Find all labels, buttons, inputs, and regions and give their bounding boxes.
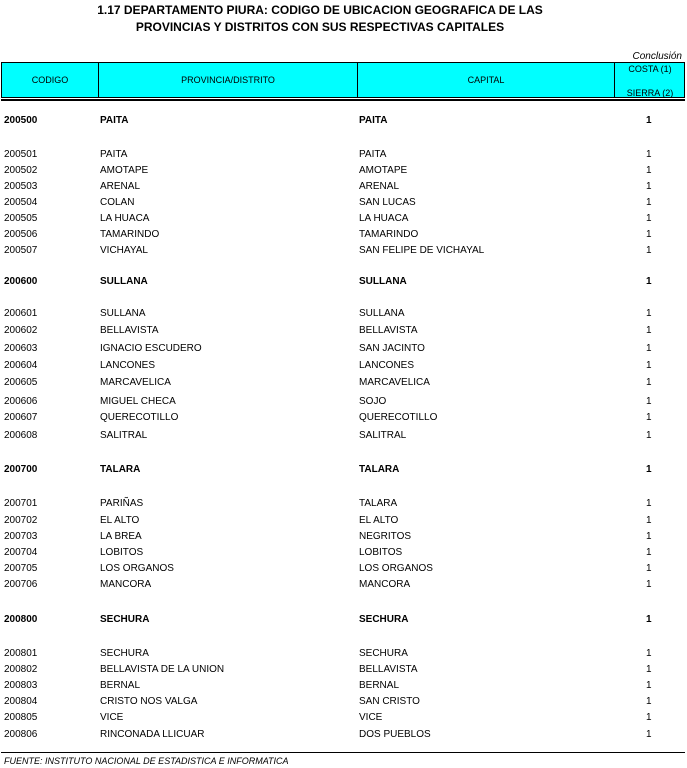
code-cell: 200500	[4, 115, 38, 126]
name-cell: MIGUEL CHECA	[100, 396, 176, 407]
table-title-line-1: 1.17 DEPARTAMENTO PIURA: CODIGO DE UBICACION GEOGRAFICA DE LAS	[97, 3, 543, 17]
capital-cell: SALITRAL	[359, 430, 407, 441]
region-cell: 1	[646, 680, 652, 691]
code-cell: 200700	[4, 464, 38, 475]
capital-cell: SAN LUCAS	[359, 197, 416, 208]
header-divider	[1, 99, 685, 101]
code-cell: 200803	[4, 680, 38, 691]
capital-cell: SOJO	[359, 396, 387, 407]
region-cell: 1	[646, 563, 652, 574]
code-cell: 200603	[4, 343, 38, 354]
district-row	[0, 579, 687, 593]
region-cell: 1	[646, 229, 652, 240]
source-footer: FUENTE: INSTITUTO NACIONAL DE ESTADISTICA E INFORMATICA	[4, 756, 289, 766]
name-cell: COLAN	[100, 197, 135, 208]
code-cell: 200704	[4, 547, 38, 558]
code-cell: 200502	[4, 165, 38, 176]
code-cell: 200600	[4, 276, 38, 287]
region-cell: 1	[646, 412, 652, 423]
capital-cell: QUERECOTILLO	[359, 412, 438, 423]
header-codigo: CODIGO	[2, 63, 99, 97]
region-cell: 1	[646, 115, 652, 126]
code-cell: 200607	[4, 412, 38, 423]
capital-cell: VICE	[359, 712, 383, 723]
capital-cell: ARENAL	[359, 181, 400, 192]
capital-cell: LANCONES	[359, 360, 415, 371]
code-cell: 200705	[4, 563, 38, 574]
province-row	[0, 464, 687, 478]
name-cell: VICE	[100, 712, 124, 723]
code-cell: 200701	[4, 498, 38, 509]
code-cell: 200801	[4, 648, 38, 659]
code-cell: 200602	[4, 325, 38, 336]
region-cell: 1	[646, 149, 652, 160]
district-row	[0, 498, 687, 512]
capital-cell: PAITA	[359, 149, 387, 160]
capital-cell: SECHURA	[359, 614, 409, 625]
name-cell: SULLANA	[100, 276, 148, 287]
region-cell: 1	[646, 515, 652, 526]
name-cell: MARCAVELICA	[100, 377, 171, 388]
capital-cell: TAMARINDO	[359, 229, 419, 240]
capital-cell: SULLANA	[359, 308, 405, 319]
name-cell: QUERECOTILLO	[100, 412, 179, 423]
code-cell: 200806	[4, 729, 38, 740]
region-cell: 1	[646, 498, 652, 509]
district-row	[0, 181, 687, 195]
table-title-line-2: PROVINCIAS Y DISTRITOS CON SUS RESPECTIVAS CAPITALES	[135, 20, 505, 34]
capital-cell: EL ALTO	[359, 515, 399, 526]
name-cell: ARENAL	[100, 181, 141, 192]
name-cell: SECHURA	[100, 614, 150, 625]
name-cell: TALARA	[100, 464, 141, 475]
district-row	[0, 412, 687, 426]
code-cell: 200606	[4, 396, 38, 407]
code-cell: 200505	[4, 213, 38, 224]
name-cell: IGNACIO ESCUDERO	[100, 343, 202, 354]
region-cell: 1	[646, 712, 652, 723]
header-provincia-distrito: PROVINCIA/DISTRITO	[99, 63, 358, 97]
capital-cell: TALARA	[359, 464, 400, 475]
name-cell: VICHAYAL	[100, 245, 148, 256]
region-cell: 1	[646, 664, 652, 675]
capital-cell: SAN CRISTO	[359, 696, 420, 707]
district-row	[0, 664, 687, 678]
district-row	[0, 343, 687, 357]
region-cell: 1	[646, 696, 652, 707]
name-cell: LOBITOS	[100, 547, 144, 558]
code-cell: 200608	[4, 430, 38, 441]
region-cell: 1	[646, 648, 652, 659]
district-row	[0, 680, 687, 694]
code-cell: 200702	[4, 515, 38, 526]
name-cell: SECHURA	[100, 648, 149, 659]
capital-cell: TALARA	[359, 498, 398, 509]
name-cell: EL ALTO	[100, 515, 140, 526]
region-cell: 1	[646, 531, 652, 542]
code-cell: 200604	[4, 360, 38, 371]
district-row	[0, 229, 687, 243]
capital-cell: DOS PUEBLOS	[359, 729, 431, 740]
capital-cell: BELLAVISTA	[359, 325, 418, 336]
region-cell: 1	[646, 325, 652, 336]
name-cell: TAMARINDO	[100, 229, 160, 240]
name-cell: PAITA	[100, 149, 128, 160]
district-row	[0, 325, 687, 339]
capital-cell: LOBITOS	[359, 547, 403, 558]
capital-cell: BELLAVISTA	[359, 664, 418, 675]
region-cell: 1	[646, 360, 652, 371]
name-cell: BELLAVISTA DE LA UNION	[100, 664, 225, 675]
district-row	[0, 547, 687, 561]
name-cell: PARIÑAS	[100, 498, 144, 509]
region-cell: 1	[646, 165, 652, 176]
region-cell: 1	[646, 729, 652, 740]
district-row	[0, 377, 687, 391]
capital-cell: BERNAL	[359, 680, 400, 691]
district-row	[0, 245, 687, 259]
district-row	[0, 531, 687, 545]
code-cell: 200703	[4, 531, 38, 542]
region-cell: 1	[646, 213, 652, 224]
region-cell: 1	[646, 614, 652, 625]
district-row	[0, 360, 687, 374]
district-row	[0, 696, 687, 710]
name-cell: BELLAVISTA	[100, 325, 159, 336]
district-row	[0, 729, 687, 743]
capital-cell: SAN FELIPE DE VICHAYAL	[359, 245, 485, 256]
region-cell: 1	[646, 396, 652, 407]
capital-cell: SULLANA	[359, 276, 407, 287]
region-cell: 1	[646, 181, 652, 192]
name-cell: RINCONADA LLICUAR	[100, 729, 205, 740]
district-row	[0, 712, 687, 726]
region-cell: 1	[646, 464, 652, 475]
capital-cell: SECHURA	[359, 648, 408, 659]
name-cell: BERNAL	[100, 680, 141, 691]
code-cell: 200503	[4, 181, 38, 192]
name-cell: LA HUACA	[100, 213, 150, 224]
capital-cell: NEGRITOS	[359, 531, 412, 542]
region-cell: 1	[646, 377, 652, 388]
province-row	[0, 614, 687, 628]
capital-cell: LA HUACA	[359, 213, 409, 224]
name-cell: LOS ORGANOS	[100, 563, 174, 574]
code-cell: 200507	[4, 245, 38, 256]
district-row	[0, 213, 687, 227]
code-cell: 200601	[4, 308, 38, 319]
code-cell: 200605	[4, 377, 38, 388]
region-cell: 1	[646, 276, 652, 287]
header-costa: COSTA (1)	[628, 64, 672, 74]
district-row	[0, 563, 687, 577]
code-cell: 200800	[4, 614, 38, 625]
region-cell: 1	[646, 430, 652, 441]
code-cell: 200504	[4, 197, 38, 208]
capital-cell: MANCORA	[359, 579, 411, 590]
capital-cell: LOS ORGANOS	[359, 563, 433, 574]
name-cell: LA BREA	[100, 531, 142, 542]
province-row	[0, 276, 687, 290]
name-cell: LANCONES	[100, 360, 156, 371]
region-cell: 1	[646, 197, 652, 208]
code-cell: 200706	[4, 579, 38, 590]
district-row	[0, 515, 687, 529]
district-row	[0, 308, 687, 322]
name-cell: CRISTO NOS VALGA	[100, 696, 198, 707]
region-cell: 1	[646, 343, 652, 354]
province-row	[0, 115, 687, 129]
region-cell: 1	[646, 547, 652, 558]
region-cell: 1	[646, 308, 652, 319]
code-cell: 200802	[4, 664, 38, 675]
code-cell: 200506	[4, 229, 38, 240]
district-row	[0, 396, 687, 410]
district-row	[0, 149, 687, 163]
name-cell: SALITRAL	[100, 430, 148, 441]
code-cell: 200804	[4, 696, 38, 707]
bottom-divider	[1, 752, 685, 753]
name-cell: MANCORA	[100, 579, 152, 590]
name-cell: SULLANA	[100, 308, 146, 319]
district-row	[0, 430, 687, 444]
capital-cell: SAN JACINTO	[359, 343, 425, 354]
name-cell: PAITA	[100, 115, 129, 126]
capital-cell: AMOTAPE	[359, 165, 408, 176]
table-header	[1, 62, 685, 98]
capital-cell: PAITA	[359, 115, 388, 126]
region-cell: 1	[646, 579, 652, 590]
header-region	[615, 63, 685, 97]
capital-cell: MARCAVELICA	[359, 377, 430, 388]
region-cell: 1	[646, 245, 652, 256]
conclusion-label: Conclusión	[632, 51, 682, 62]
district-row	[0, 165, 687, 179]
code-cell: 200501	[4, 149, 38, 160]
header-sierra: SIERRA (2)	[626, 88, 674, 98]
header-capital: CAPITAL	[358, 63, 615, 97]
district-row	[0, 197, 687, 211]
district-row	[0, 648, 687, 662]
name-cell: AMOTAPE	[100, 165, 149, 176]
code-cell: 200805	[4, 712, 38, 723]
